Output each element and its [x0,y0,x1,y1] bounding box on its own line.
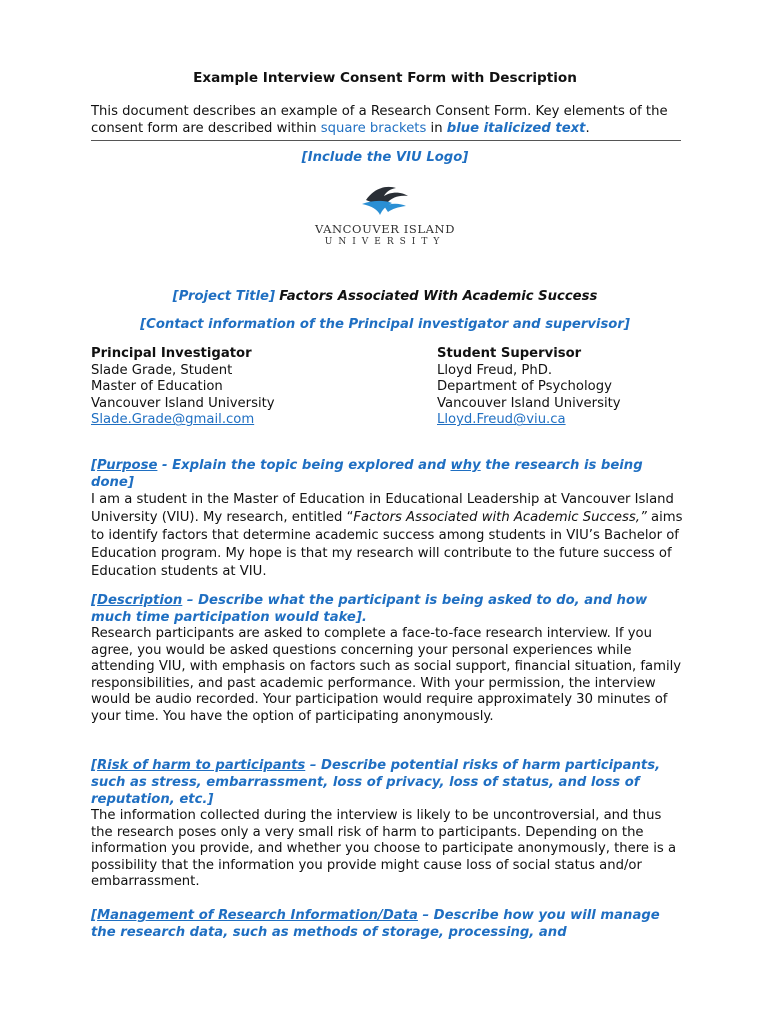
risk-body: The information collected during the interview is likely to be uncontroversial, and thus the research poses only a very small risk of harm to participants. Depending on the information you provide, and whether you choose to participate anonymously, there is a possibility that the information you provide might cause loss of social status and/or embarrassment. [91,808,677,890]
supervisor-heading: Student Supervisor [437,346,582,361]
intro-period: . [585,121,590,136]
purpose-key: Purpose [97,458,158,473]
management-rest: – Describe how you will manage the research data, such as methods of storage, processing, and [91,908,660,940]
purpose-rest: the research is being done] [91,458,643,490]
intro-blue-italic: blue italicized text [446,121,586,136]
description-body: Research participants are asked to complete a face-to-face research interview. If you agree, you would be asked questions concerning your personal experiences while attending VIU, with emphasis on factors such as social support, financial situation, family responsibilities, and past academic performance. With your permission, the interview would be audio recorded. Your participation would require approximately 30 minutes of your time. You have the option of participating anonymously. [91,626,682,724]
purpose-section [91,457,686,581]
logo-line-1: VANCOUVER ISLAND [314,222,456,236]
document-title: Example Interview Consent Form with Description [193,70,577,86]
description-heading [91,592,686,626]
management-open: [ [91,908,98,923]
viu-logo [300,182,470,252]
project-title-label: [Project Title] [172,289,276,304]
project-title: Factors Associated With Academic Success [279,289,598,304]
pi-email-link[interactable]: Slade.Grade@gmail.com [91,412,255,428]
intro-in: in [426,121,447,136]
description-key: Description [97,593,183,608]
intro-square-brackets: square brackets [320,121,427,136]
viu-bird-icon [300,182,470,218]
risk-section [91,757,686,891]
purpose-body-title: Factors Associated with Academic Success,” [353,510,647,525]
description-rest: – Describe what the participant is being asked to do, and how much time participation would take]. [91,593,648,625]
management-key: Management of Research Information/Data [97,908,418,923]
supervisor-department: Department of Psychology [437,379,612,395]
pi-name: Slade Grade, Student [91,362,233,378]
purpose-body [91,491,686,581]
pi-program: Master of Education [91,379,223,395]
management-heading [91,907,686,941]
principal-investigator-block [91,346,275,429]
pi-heading: Principal Investigator [91,346,252,361]
purpose-heading [91,457,686,491]
purpose-body-1: I am a student in the Master of Education in Educational Leadership at Vancouver Island University (VIU). My research, entitled “ [91,492,674,525]
supervisor-email-link[interactable]: Lloyd.Freud@viu.ca [437,412,566,428]
logo-line-2: UNIVERSITY [324,237,446,247]
purpose-body-2: aims to identify factors that determine academic success among students in VIU’s Bachelor of Education program. My hope is that my research will contribute to the future success of Education students at VIU. [91,510,683,579]
management-section [91,907,686,941]
purpose-open: [ [91,458,98,473]
purpose-mid: - Explain the topic being explored and [157,458,451,473]
description-open: [ [91,593,98,608]
pi-institution: Vancouver Island University [91,395,275,411]
supervisor-block [437,346,621,429]
intro-text: This document describes an example of a Research Consent Form. Key elements of the consent form are described within [91,104,668,136]
purpose-why: why [450,458,481,473]
contact-instruction: [Contact information of the Principal investigator and supervisor] [140,317,630,332]
supervisor-institution: Vancouver Island University [437,395,621,411]
risk-open: [ [91,758,98,773]
logo-instruction: [Include the VIU Logo] [301,150,469,165]
risk-key: Risk of harm to participants [97,758,306,773]
risk-rest: – Describe potential risks of harm participants, such as stress, embarrassment, loss of privacy, loss of status, and loss of reputation, etc.] [91,758,661,807]
description-section [91,592,686,726]
risk-heading [91,757,686,808]
intro-paragraph [91,103,681,141]
project-title-line [0,289,770,304]
supervisor-name: Lloyd Freud, PhD. [437,362,553,378]
